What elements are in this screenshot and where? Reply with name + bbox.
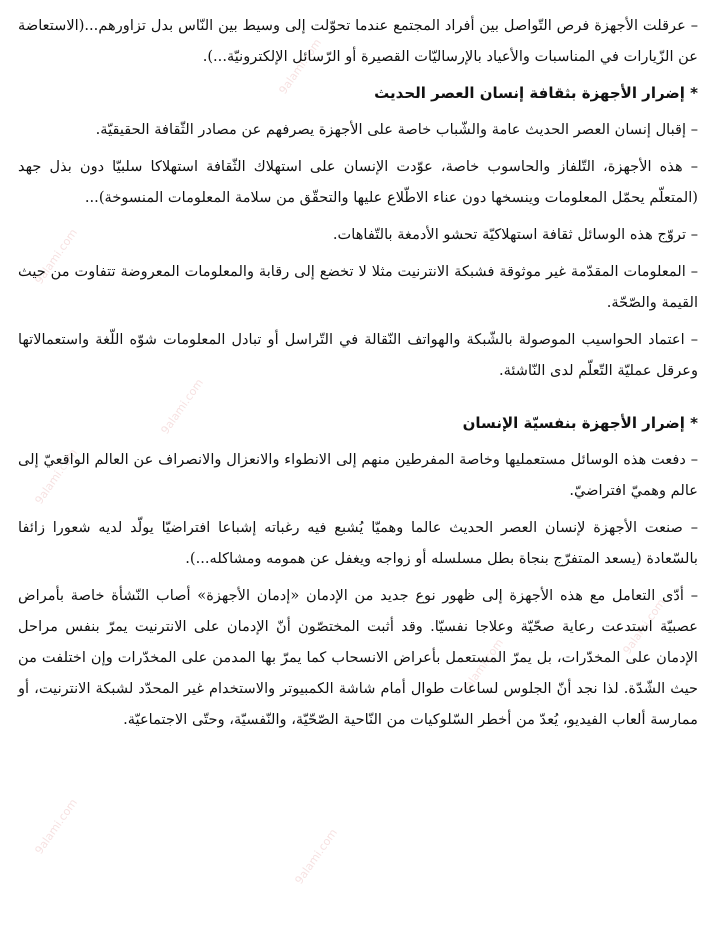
section-heading-culture: * إضرار الأجهزة بثقافة إنسان العصر الحديث (374, 84, 698, 102)
paragraph: – المعلومات المقدّمة غير موثوقة فشبكة الانترنيت مثلا لا تخضع إلى رقابة والمعلومات المعروضة تتفاوت من حيث القيمة والصّحّة. (18, 263, 698, 311)
paragraph: – اعتماد الحواسيب الموصولة بالشّبكة والهواتف النّقالة في التّراسل أو تبادل المعلومات شوّه اللّغة واستعمالاتها وعرقل عمليّة التّعلّم لدى النّاشئة. (18, 331, 698, 379)
paragraph: – صنعت الأجهزة لإنسان العصر الحديث عالما وهميّا يُشبع فيه رغباته إشباعا افتراضيّا يولّد لديه شعورا زائفا بالسّعادة (يسعد المتفرّج بنجاة بطل مسلسله أو زواجه ويغفل عن همومه ومشاكله...). (18, 519, 698, 567)
paragraph-intro: – عرقلت الأجهزة فرص التّواصل بين أفراد المجتمع عندما تحوّلت إلى وسيط بين النّاس بدل تزاورهم...(الاستعاضة عن الزّيارات في المناسبات والأعياد بالإرساليّات القصيرة أو الرّسائل الإلكترونيّة...). (18, 17, 698, 65)
paragraph: – إقبال إنسان العصر الحديث عامة والشّباب خاصة على الأجهزة يصرفهم عن مصادر الثّقافة الحقيقيّة. (95, 121, 698, 138)
section-gap (18, 392, 698, 404)
paragraph: – أدّى التعامل مع هذه الأجهزة إلى ظهور نوع جديد من الإدمان «إدمان الأجهزة» أصاب النّشأة خاصة بأمراض عصبيّة استدعت رعاية صحّيّة وعلاجا نفسيّا. وقد أثبت المختصّون أنّ الإدمان على الانترنيت يمرّ بنفس مراحل الإدمان على المخدّرات، بل يمرّ المستعمل بأعراض الانسحاب كما يمرّ بها المدمن على المخدّرات وإن اختلفت من حيث الشّدّة. لذا نجد أنّ الجلوس لساعات طوال أمام شاشة الكمبيوتر والاستخدام غير المحدّد لشبكة الانترنيت، أو ممارسة ألعاب الفيديو، يُعدّ من أخطر السّلوكيات من النّاحية الصّحّيّة، والنّفسيّة، وحتّى الاجتماعيّة. (18, 587, 698, 728)
paragraph: – هذه الأجهزة، التّلفاز والحاسوب خاصة، عوّدت الإنسان على استهلاك الثّقافة استهلاكا سلبيّا دون بذل جهد (المتعلّم يحمّل المعلومات وينسخها دون عناء الاطّلاع عليها والتحقّق من سلامة المعلومات المنسوخة)... (18, 158, 698, 206)
watermark: 9alami.com (292, 826, 340, 887)
watermark: 9alami.com (32, 446, 80, 507)
watermark: 9alami.com (620, 596, 668, 657)
watermark: 9alami.com (276, 36, 324, 97)
watermark: 9alami.com (32, 796, 80, 857)
paragraph: – تروّج هذه الوسائل ثقافة استهلاكيّة تحشو الأدمغة بالتّفاهات. (332, 226, 698, 243)
watermark: 9alami.com (158, 376, 206, 437)
watermark: 9alami.com (458, 636, 506, 697)
watermark: 9alami.com (32, 226, 80, 287)
paragraph: – دفعت هذه الوسائل مستعمليها وخاصة المفرطين منهم إلى الانطواء والانعزال والانصراف عن العالم الواقعيّ إلى عالم وهميّ افتراضيّ. (18, 451, 698, 499)
document-body (18, 10, 698, 741)
section-heading-psychology: * إضرار الأجهزة بنفسيّة الإنسان (462, 414, 698, 432)
